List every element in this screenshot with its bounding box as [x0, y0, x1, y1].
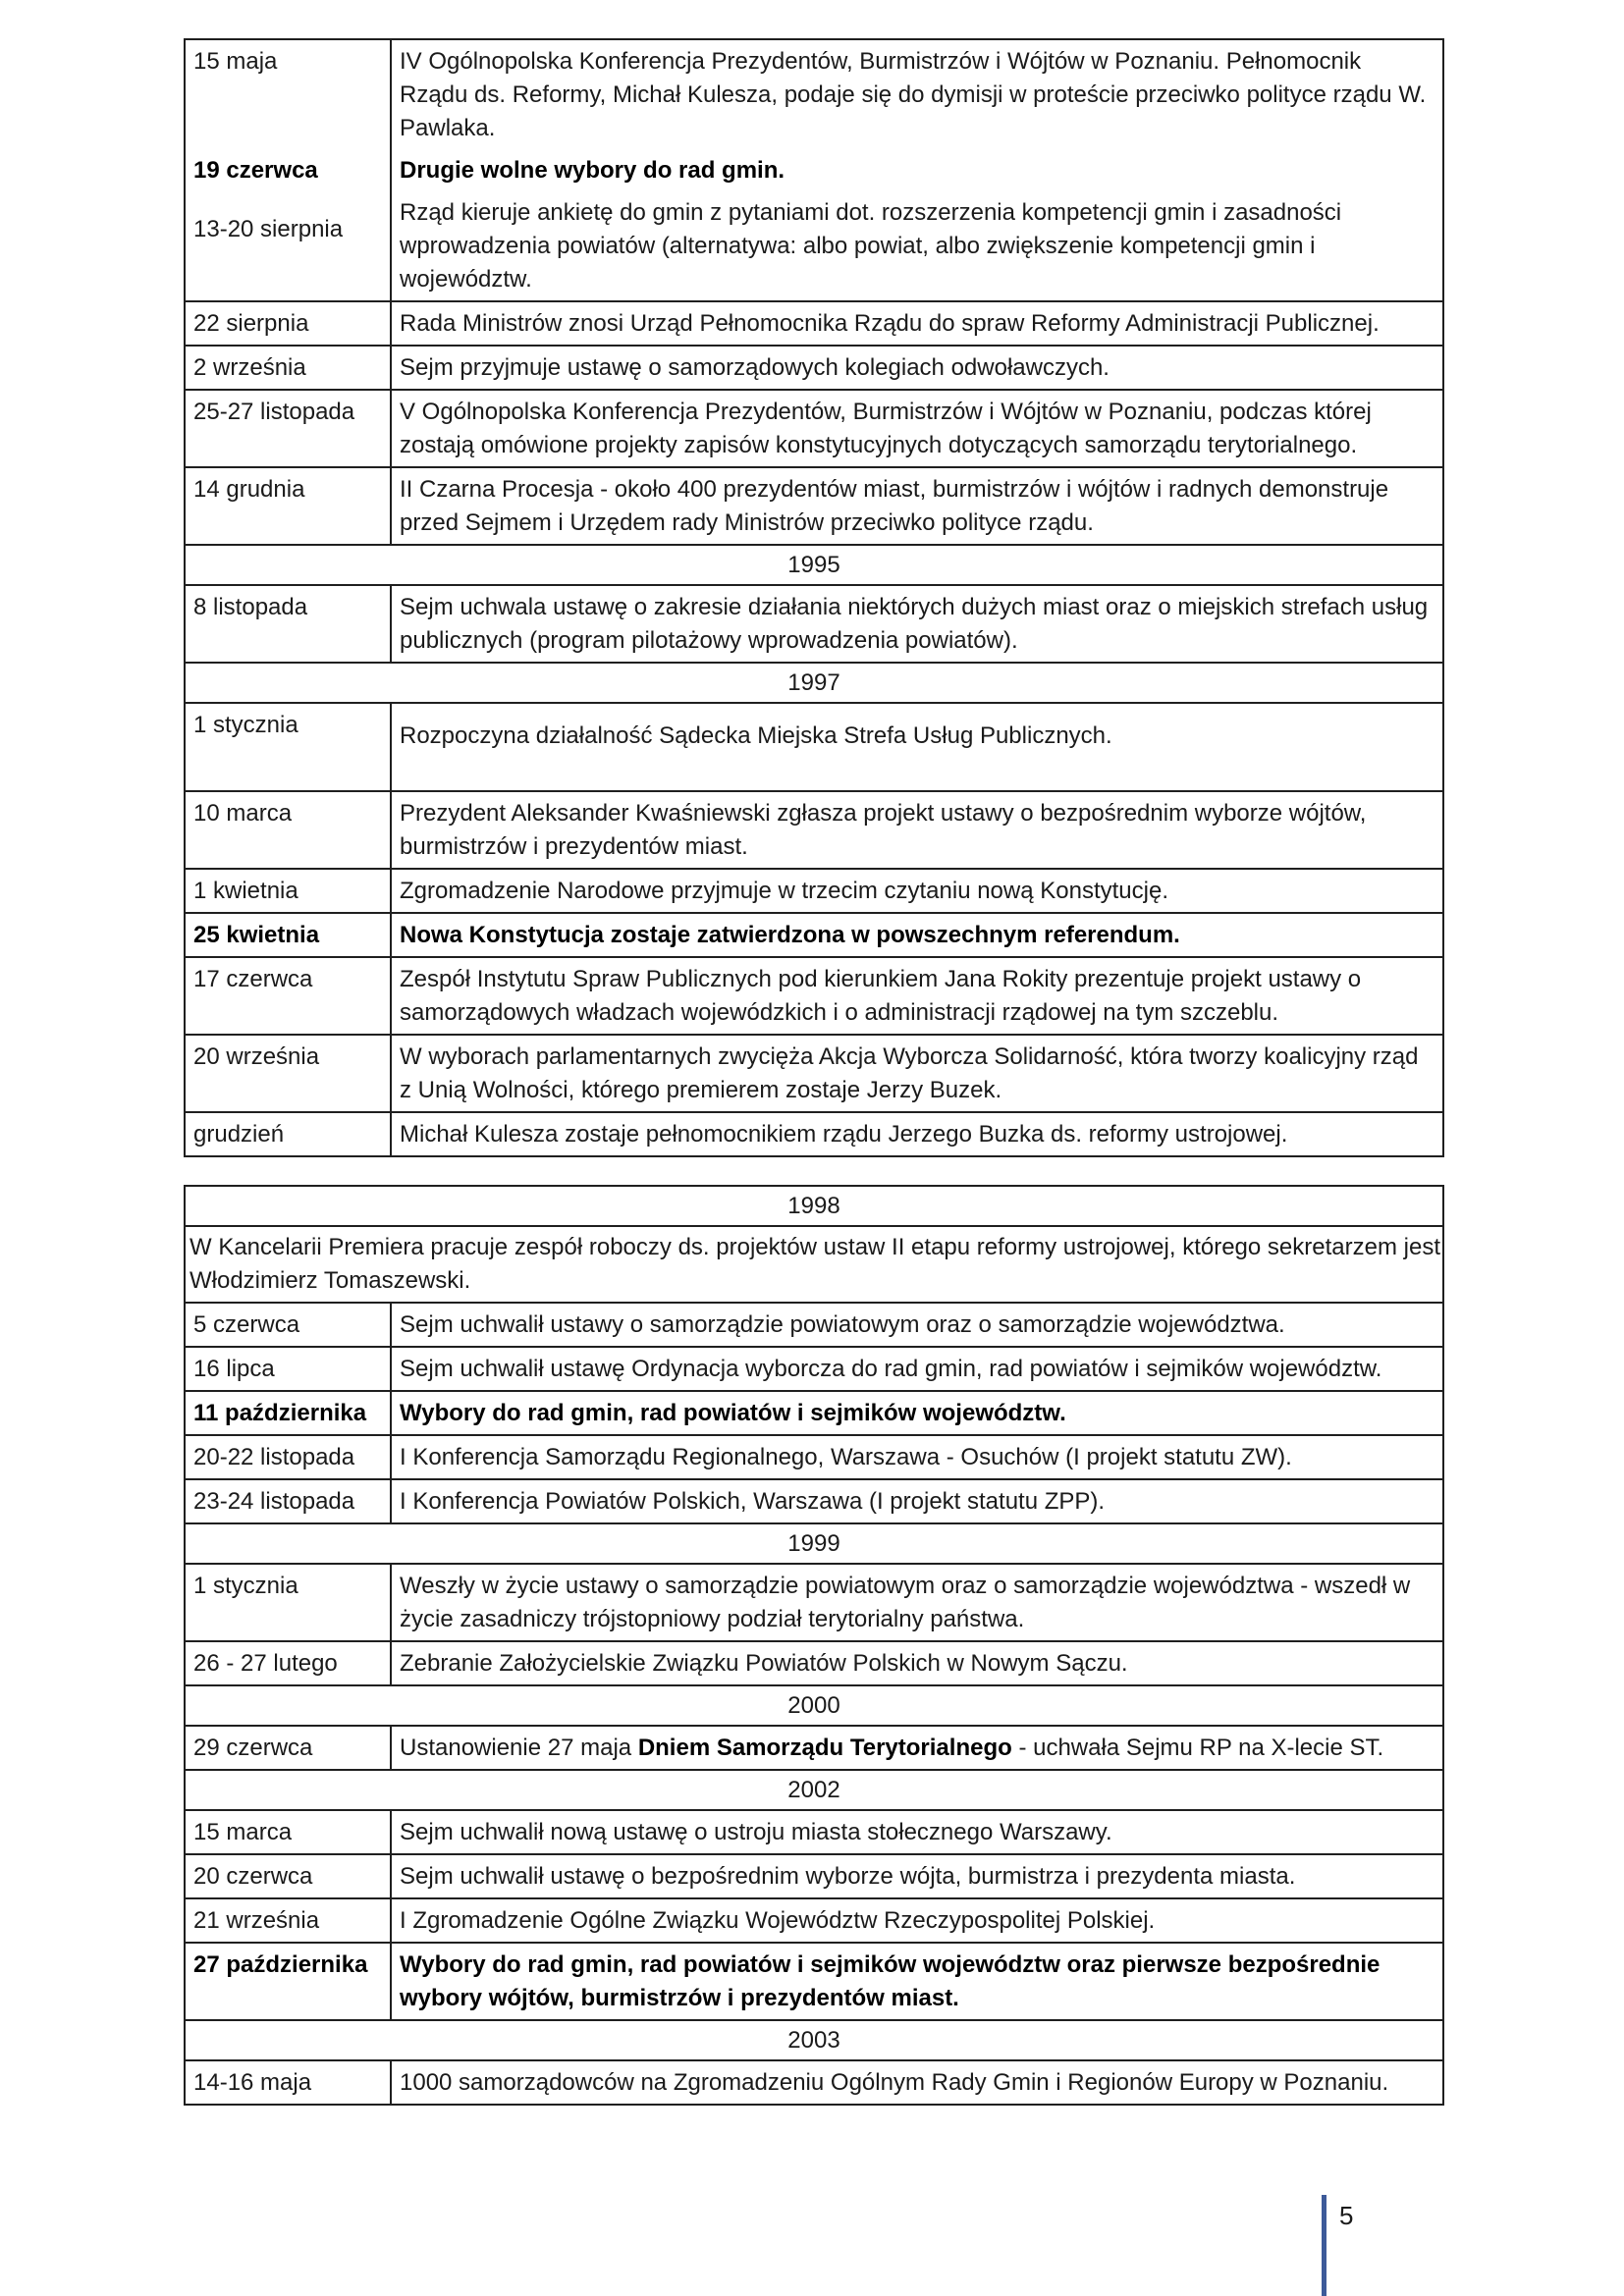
table-row — [185, 301, 1443, 346]
merged-entry-block — [185, 39, 1443, 301]
table-row — [185, 791, 1443, 869]
table-row — [185, 1898, 1443, 1943]
table-row — [185, 1726, 1443, 1770]
entry-text: Zgromadzenie Narodowe przyjmuje w trzecim czytaniu nową Konstytucję. — [391, 869, 1443, 913]
entry-text: Wybory do rad gmin, rad powiatów i sejmików województw. — [391, 1391, 1443, 1435]
table-row — [185, 39, 1443, 301]
entry-text: Wybory do rad gmin, rad powiatów i sejmików województw oraz pierwsze bezpośrednie wybory wójtów, burmistrzów i prezydentów miast. — [391, 1943, 1443, 2020]
table-row — [185, 1854, 1443, 1898]
year-header: 1999 — [185, 1523, 1443, 1564]
entry-date: 20 czerwca — [185, 1854, 391, 1898]
entry-text: IV Ogólnopolska Konferencja Prezydentów, Burmistrzów i Wójtów w Poznaniu. Pełnomocnik Rządu ds. Reformy, Michał Kulesza, podaje się do dymisji w proteście przeciwko polityce rządu W. Pawlaka. — [400, 48, 1427, 141]
entry-date: 15 marca — [185, 1810, 391, 1854]
table-row — [185, 1641, 1443, 1685]
table-row — [185, 1564, 1443, 1641]
table-row — [185, 869, 1443, 913]
year-header: 1995 — [185, 545, 1443, 585]
entry-date: 10 marca — [185, 791, 391, 869]
entry-text-part: Ustanowienie 27 maja — [400, 1735, 638, 1761]
year-header-row — [185, 663, 1443, 703]
note-row — [185, 1226, 1443, 1303]
note-1998: W Kancelarii Premiera pracuje zespół roboczy ds. projektów ustaw II etapu reformy ustrojowej, którego sekretarzem jest Włodzimierz Tomaszewski. — [185, 1226, 1443, 1303]
entry-date: 2 września — [185, 346, 391, 390]
entry-date: 1 stycznia — [185, 1564, 391, 1641]
entry-text: Drugie wolne wybory do rad gmin. — [400, 157, 785, 184]
entry-text: I Zgromadzenie Ogólne Związku Województw Rzeczypospolitej Polskiej. — [391, 1898, 1443, 1943]
entry-date: 23-24 listopada — [185, 1479, 391, 1523]
entry-text: Rada Ministrów znosi Urząd Pełnomocnika Rządu do spraw Reformy Administracji Publicznej. — [391, 301, 1443, 346]
table-row — [185, 1035, 1443, 1112]
entry-text: V Ogólnopolska Konferencja Prezydentów, Burmistrzów i Wójtów w Poznaniu, podczas której zostają omówione projekty zapisów konstytucyjnych dotyczących samorządu terytorialnego. — [391, 390, 1443, 467]
table-row — [185, 1943, 1443, 2020]
entry-date: 27 października — [185, 1943, 391, 2020]
table-row — [185, 1112, 1443, 1156]
entry-text: I Konferencja Powiatów Polskich, Warszawa (I projekt statutu ZPP). — [391, 1479, 1443, 1523]
table-row — [185, 957, 1443, 1035]
entry-text — [391, 1726, 1443, 1770]
entry-text: Sejm uchwala ustawę o zakresie działania niektórych dużych miast oraz o miejskich strefach usług publicznych (program pilotażowy wprowadzenia powiatów). — [391, 585, 1443, 663]
year-header-row — [185, 1186, 1443, 1226]
entry-date: 1 kwietnia — [185, 869, 391, 913]
entry-date: 25-27 listopada — [185, 390, 391, 467]
entry-date: 8 listopada — [185, 585, 391, 663]
year-header: 1998 — [185, 1186, 1443, 1226]
entry-text: Rozpoczyna działalność Sądecka Miejska Strefa Usług Publicznych. — [391, 703, 1443, 791]
table-row — [185, 1347, 1443, 1391]
table-row — [185, 585, 1443, 663]
year-header-row — [185, 2020, 1443, 2060]
entry-text: Sejm uchwalił ustawę o bezpośrednim wyborze wójta, burmistrza i prezydenta miasta. — [391, 1854, 1443, 1898]
entry-date: 22 sierpnia — [185, 301, 391, 346]
entry-date: 21 września — [185, 1898, 391, 1943]
entry-date: 20-22 listopada — [185, 1435, 391, 1479]
entry-date: 19 czerwca — [186, 149, 392, 191]
entry-date: 15 maja — [186, 40, 392, 149]
list-item — [186, 40, 1442, 149]
entry-text: I Konferencja Samorządu Regionalnego, Warszawa - Osuchów (I projekt statutu ZW). — [391, 1435, 1443, 1479]
entry-text: Sejm uchwalił ustawę Ordynacja wyborcza do rad gmin, rad powiatów i sejmików województw. — [391, 1347, 1443, 1391]
timeline-table-1998-2003 — [184, 1185, 1444, 2106]
entry-text: Sejm przyjmuje ustawę o samorządowych kolegiach odwoławczych. — [391, 346, 1443, 390]
table-row — [185, 913, 1443, 957]
entry-date: 14 grudnia — [185, 467, 391, 545]
page-number: 5 — [1322, 2195, 1380, 2296]
entry-text: W wyborach parlamentarnych zwycięża Akcja Wyborcza Solidarność, która tworzy koalicyjny rząd z Unią Wolności, którego premierem zostaje Jerzy Buzek. — [391, 1035, 1443, 1112]
year-header-row — [185, 1523, 1443, 1564]
table-row — [185, 1303, 1443, 1347]
table-row — [185, 1435, 1443, 1479]
table-row — [185, 1810, 1443, 1854]
entry-date: 29 czerwca — [185, 1726, 391, 1770]
timeline-table-1994-1997 — [184, 38, 1444, 1157]
year-header: 2003 — [185, 2020, 1443, 2060]
entry-date: 1 stycznia — [185, 703, 391, 791]
entry-text: Zebranie Założycielskie Związku Powiatów Polskich w Nowym Sączu. — [391, 1641, 1443, 1685]
entry-date: grudzień — [185, 1112, 391, 1156]
year-header: 2002 — [185, 1770, 1443, 1810]
year-header-row — [185, 1770, 1443, 1810]
table-row — [185, 346, 1443, 390]
entry-text: Zespół Instytutu Spraw Publicznych pod kierunkiem Jana Rokity prezentuje projekt ustawy o samorządowych władzach wojewódzkich i o administracji rządowej na tym szczeblu. — [391, 957, 1443, 1035]
entry-date: 13-20 sierpnia — [186, 191, 392, 300]
year-header-row — [185, 545, 1443, 585]
entry-text-part: - uchwała Sejmu RP na X-lecie ST. — [1011, 1735, 1384, 1761]
table-row — [185, 703, 1443, 791]
table-row — [185, 390, 1443, 467]
entry-date: 17 czerwca — [185, 957, 391, 1035]
year-header-row — [185, 1685, 1443, 1726]
entry-date: 5 czerwca — [185, 1303, 391, 1347]
entry-text-emphasis: Dniem Samorządu Terytorialnego — [637, 1735, 1012, 1761]
entry-date: 26 - 27 lutego — [185, 1641, 391, 1685]
table-row — [185, 1479, 1443, 1523]
entry-text: Sejm uchwalił ustawy o samorządzie powiatowym oraz o samorządzie województwa. — [391, 1303, 1443, 1347]
entry-text: Weszły w życie ustawy o samorządzie powiatowym oraz o samorządzie województwa - wszedł w życie zasadniczy trójstopniowy podział terytorialny państwa. — [391, 1564, 1443, 1641]
table-row — [185, 467, 1443, 545]
entry-date: 14-16 maja — [185, 2060, 391, 2105]
entry-date: 16 lipca — [185, 1347, 391, 1391]
entry-text: Michał Kulesza zostaje pełnomocnikiem rządu Jerzego Buzka ds. reformy ustrojowej. — [391, 1112, 1443, 1156]
entry-date: 11 października — [185, 1391, 391, 1435]
year-header: 2000 — [185, 1685, 1443, 1726]
table-row — [185, 2060, 1443, 2105]
entry-text: Sejm uchwalił nową ustawę o ustroju miasta stołecznego Warszawy. — [391, 1810, 1443, 1854]
entry-text: 1000 samorządowców na Zgromadzeniu Ogólnym Rady Gmin i Regionów Europy w Poznaniu. — [391, 2060, 1443, 2105]
list-item — [186, 191, 1442, 300]
table-row — [185, 1391, 1443, 1435]
list-item — [186, 149, 1442, 191]
entry-date: 25 kwietnia — [185, 913, 391, 957]
entry-text: II Czarna Procesja - około 400 prezydentów miast, burmistrzów i wójtów i radnych demonstruje przed Sejmem i Urzędem rady Ministrów przeciwko polityce rządu. — [391, 467, 1443, 545]
entry-text: Prezydent Aleksander Kwaśniewski zgłasza projekt ustawy o bezpośrednim wyborze wójtów, burmistrzów i prezydentów miast. — [391, 791, 1443, 869]
entry-date: 20 września — [185, 1035, 391, 1112]
entry-text: Nowa Konstytucja zostaje zatwierdzona w powszechnym referendum. — [391, 913, 1443, 957]
year-header: 1997 — [185, 663, 1443, 703]
entry-text: Rząd kieruje ankietę do gmin z pytaniami dot. rozszerzenia kompetencji gmin i zasadności wprowadzenia powiatów (alternatywa: albo powiat, albo zwiększenie kompetencji gmin i województw. — [400, 199, 1342, 293]
